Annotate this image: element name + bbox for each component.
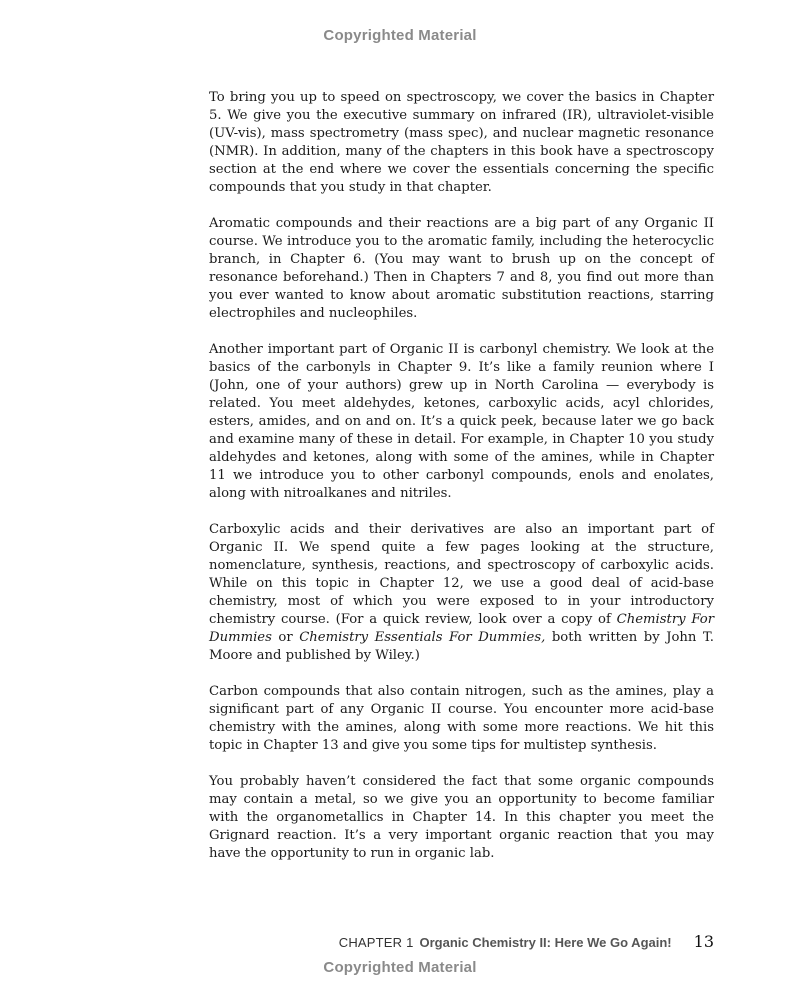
chapter-label: CHAPTER 1 [338, 935, 414, 950]
paragraph-text: or [271, 630, 300, 645]
chapter-title: Organic Chemistry II: Here We Go Again! [419, 935, 672, 950]
book-title-chemistry-essentials: Chemistry Essentials For Dummies, [299, 630, 546, 645]
paragraph-aromatic: Aromatic compounds and their reactions are a big part of any Organic II course. We introduce you to the aromatic family, including the heterocyclic branch, in Chapter 6. (You may want to brush up on the concept of resonance beforehand.) Then in Chapters 7 and 8, you find out more than you ever wanted to know about aromatic substitution reactions, starring electrophiles and nucleophiles. [209, 216, 714, 321]
paragraph-text: Carboxylic acids and their derivatives are also an important part of Organic II. We spend quite a few pages looking at the structure, nomenclature, synthesis, reactions, and spectroscopy of carboxylic acids. While on this topic in Chapter 12, we use a good deal of acid-base chemistry, most of which you were exposed to in your introductory chemistry course. (For a quick review, look over a copy of [209, 522, 714, 627]
copyright-watermark-top: Copyrighted Material [323, 27, 477, 44]
paragraph-amines: Carbon compounds that also contain nitrogen, such as the amines, play a significant part of any Organic II course. You encounter more acid-base chemistry with the amines, along with some more reactions. We hit this topic in Chapter 13 and give you some tips for multistep synthesis. [209, 684, 714, 753]
paragraph-carbonyl: Another important part of Organic II is carbonyl chemistry. We look at the basics of the carbonyls in Chapter 9. It’s like a family reunion where I (John, one of your authors) grew up in North Carolina — everybody is related. You meet aldehydes, ketones, carboxylic acids, acyl chlorides, esters, amides, and on and on. It’s a quick peek, because later we go back and examine many of these in detail. For example, in Chapter 10 you study aldehydes and ketones, along with some of the amines, while in Chapter 11 we introduce you to other carbonyl compounds, enols and enolates, along with nitroalkanes and nitriles. [209, 342, 714, 501]
book-title-chemistry-for-dummies: Chemistry For Dummies [209, 612, 715, 645]
paragraph-organometallics: You probably haven’t considered the fact that some organic compounds may contain a metal, so we give you an opportunity to become familiar with the organometallics in Chapter 14. In this chapter you meet the Grignard reaction. It’s a very important organic reaction that you may have the opportunity to run in organic lab. [209, 774, 714, 861]
copyright-watermark-bottom: Copyrighted Material [323, 959, 477, 976]
paragraph-carboxylic-acids [209, 521, 714, 665]
page-number: 13 [693, 932, 714, 951]
page-body [209, 89, 714, 881]
paragraph-spectroscopy: To bring you up to speed on spectroscopy, we cover the basics in Chapter 5. We give you the executive summary on infrared (IR), ultraviolet-visible (UV-vis), mass spectrometry (mass spec), and nuclear magnetic resonance (NMR). In addition, many of the chapters in this book have a spectroscopy section at the end where we cover the essentials concerning the specific compounds that you study in that chapter. [209, 90, 714, 195]
paragraph-text: both written by John T. Moore and published by Wiley.) [209, 630, 714, 663]
running-footer [339, 932, 714, 952]
